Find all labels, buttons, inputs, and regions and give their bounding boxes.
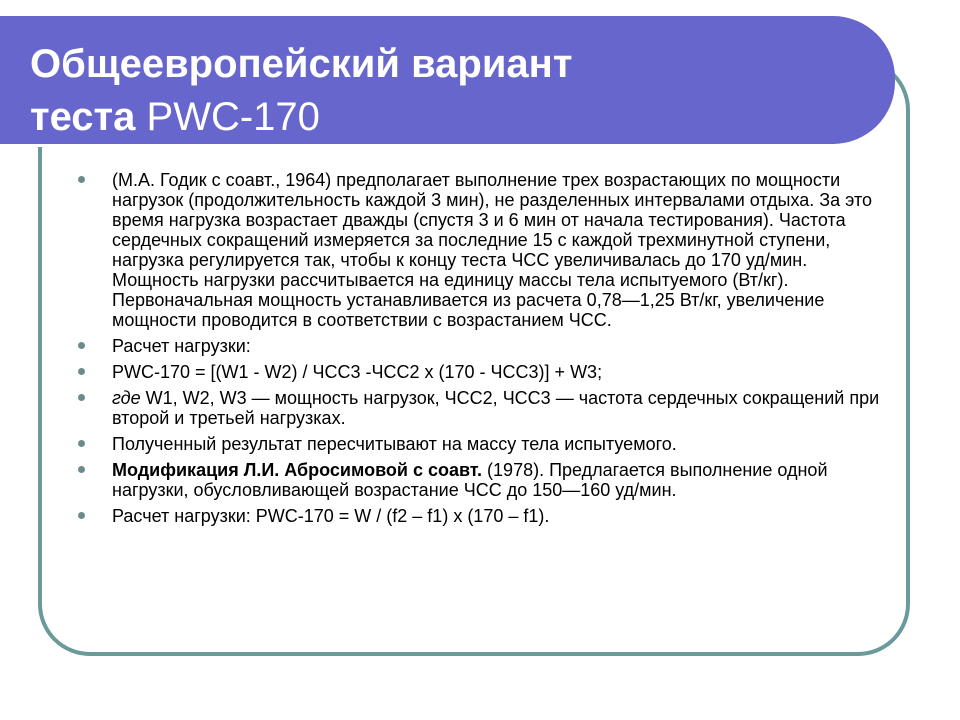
bullet-item — [78, 170, 890, 330]
bullet-item — [78, 434, 890, 454]
slide-title — [30, 38, 572, 144]
bullet-icon — [78, 512, 85, 519]
bullet-icon — [78, 176, 85, 183]
title-underline — [30, 144, 848, 147]
bullet-icon — [78, 440, 85, 447]
bullet-icon — [78, 368, 85, 375]
bullet-list — [78, 170, 890, 532]
bullet-icon — [78, 466, 85, 473]
bullet-icon — [78, 394, 85, 401]
title-line-2-light: PWC-170 — [146, 95, 320, 139]
title-bar — [0, 16, 895, 144]
bullet-text: W1, W2, W3 — мощность нагрузок, ЧСС2, ЧСС3 — частота сердечных сокращений при второй и третьей нагрузках. — [112, 388, 880, 428]
bullet-italic-text: где — [112, 388, 141, 408]
bullet-item — [78, 506, 890, 526]
bullet-bold-text: Модификация Л.И. Абросимовой с соавт. — [112, 460, 483, 480]
title-line-2-bold: теста — [30, 95, 147, 139]
bullet-text: (М.А. Годик с соавт., 1964) предполагает выполнение трех возрастающих по мощности нагрузок (продолжительность каждой 3 мин), не разделенных интервалами отдыха. За это время нагрузка возрастает дважды (спустя 3 и 6 мин от начала тестирования). Частота сердечных сокращений измеряется за последние 15 с каждой трехминутной ступени, нагрузка регулируется так, чтобы к концу теста ЧСС увеличивалась до 170 уд/мин. Мощность нагрузки рассчитывается на единицу массы тела испытуемого (Вт/кг). Первоначальная мощность устанавливается из расчета 0,78—1,25 Вт/кг, увеличение мощности проводится в соответствии с возрастанием ЧСС. — [112, 170, 873, 330]
bullet-text: PWC-170 = [(W1 - W2) / ЧСС3 -ЧСС2 х (170 - ЧСС3)] + W3; — [112, 362, 603, 382]
bullet-text: Расчет нагрузки: PWC-170 = W / (f2 – f1) х (170 – f1). — [112, 506, 550, 526]
bullet-item — [78, 336, 890, 356]
bullet-item — [78, 388, 890, 428]
bullet-text: Полученный результат пересчитывают на массу тела испытуемого. — [112, 434, 677, 454]
title-line-1: Общеевропейский вариант — [30, 42, 573, 86]
bullet-icon — [78, 342, 85, 349]
bullet-item — [78, 460, 890, 500]
bullet-item — [78, 362, 890, 382]
bullet-text: (1978). Предлагается выполнение одной нагрузки, обусловливающей возрастание ЧСС до 150—160 уд/мин. — [112, 460, 828, 500]
bullet-text: Расчет нагрузки: — [112, 336, 251, 356]
